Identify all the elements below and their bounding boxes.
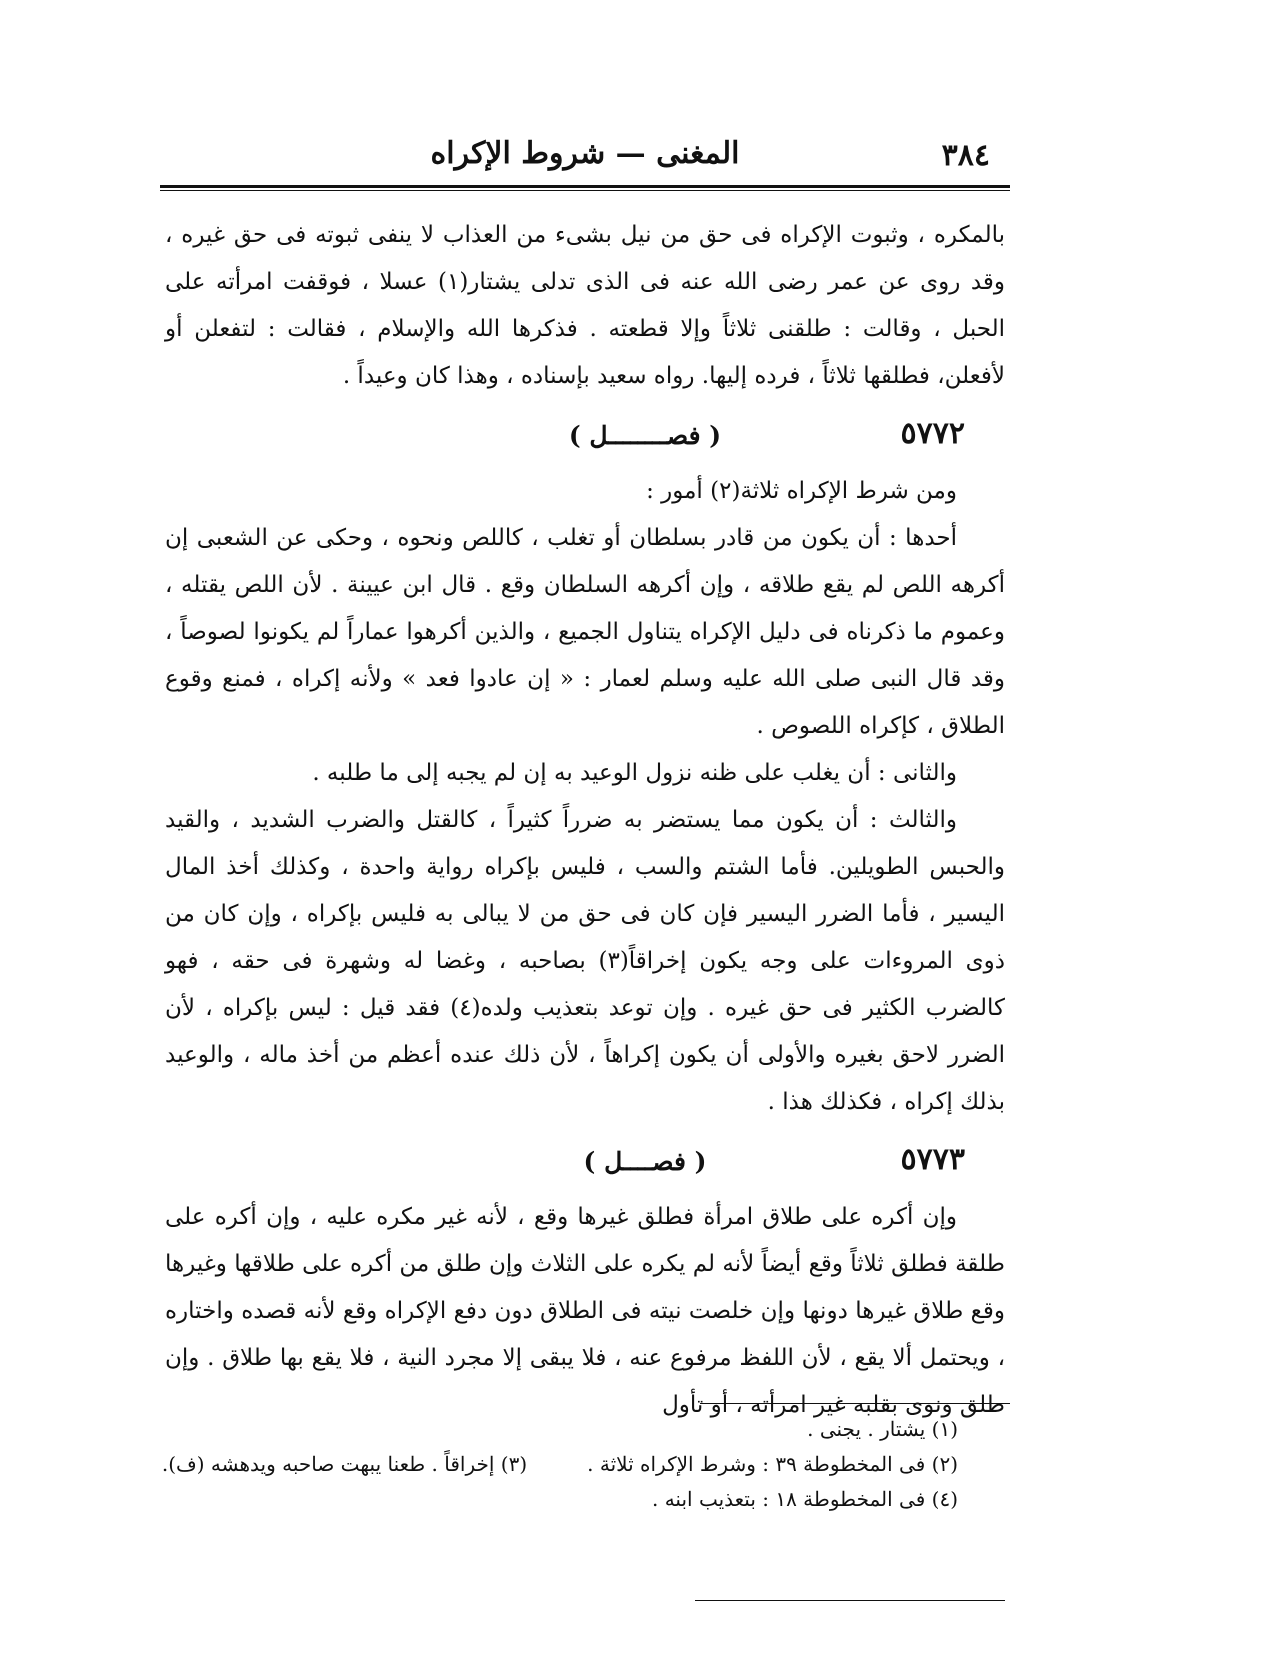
- page-number: ٣٨٤: [941, 138, 990, 173]
- section-paragraph: أحدها : أن يكون من قادر بسلطان أو تغلب ، كاللص ونحوه ، وحكى عن الشعبى إن أكرهه اللص لم يقع طلاقه ، وإن أكرهه السلطان وقع . قال ابن عيينة . لأن اللص يقتله ، وعموم ما ذكرناه فى دليل الإكراه يتناول الجميع ، والذين أكرهوا عماراً لم يكونوا لصوصاً ، وقد قال النبى صلى الله عليه وسلم لعمار : « إن عادوا فعد » ولأنه إكراه ، فمنع وقوع الطلاق ، كإكراه اللصوص .: [165, 525, 1005, 739]
- footnote-rule: [700, 1403, 1010, 1404]
- section-label: ( فصــــــــل ): [568, 421, 722, 450]
- running-title: المغنى — شروط الإكراه: [430, 136, 740, 171]
- section-paragraph: والثانى : أن يغلب على ظنه نزول الوعيد به إن لم يجبه إلى ما طلبه .: [312, 760, 957, 786]
- section-number: ٥٧٧٣: [900, 1142, 965, 1177]
- section-paragraph: والثالث : أن يكون مما يستضر به ضرراً كثيراً ، كالقتل والضرب الشديد ، والقيد والحبس الطويلين. فأما الشتم والسب ، فليس بإكراه رواية واحدة ، وكذلك أخذ المال اليسير ، فأما الضرر اليسير فإن كان فى حق من لا يبالى به فليس بإكراه ، وإن كان من ذوى المروءات على وجه يكون إخراقاً(٣) بصاحبه ، وغضا له وشهرة فى حقه ، فهو كالضرب الكثير فى حق غيره . وإن توعد بتعذيب ولده(٤) فقد قيل : ليس بإكراه ، لأن الضرر لاحق بغيره والأولى أن يكون إكراهاً ، لأن ذلك عنده أعظم من أخذ ماله ، والوعيد بذلك إكراه ، فكذلك هذا .: [165, 807, 1005, 1115]
- footnote-4: (٤) فى المخطوطة ١٨ : بتعذيب ابنه .: [651, 1487, 958, 1511]
- section-number: ٥٧٧٢: [900, 416, 965, 451]
- page-header: [160, 128, 1010, 184]
- footnote-3: (٣) إخراقاً . طعنا يبهت صاحبه ويدهشه (ف).: [161, 1452, 528, 1476]
- header-rule: [160, 185, 1010, 191]
- section-heading-5772: [165, 408, 1005, 462]
- section-label: ( فصــــل ): [583, 1147, 707, 1176]
- section-paragraph: وإن أكره على طلاق امرأة فطلق غيرها وقع ، لأنه غير مكره عليه ، وإن أكره على طلقة فطلق ثلاثاً وقع أيضاً لأنه لم يكره على الثلاث وإن طلق من أكره على طلاقها وغيرها وقع طلاق غيرها دونها وإن خلصت نيته فى الطلاق دون دفع الإكراه وقع لأنه قصده واختاره ، ويحتمل ألا يقع ، لأن اللفظ مرفوع عنه ، فلا يبقى إلا مجرد النية ، فلا يقع بها طلاق . وإن طلق ونوى بقلبه غير امرأته ، أو تأول: [165, 1204, 1005, 1418]
- opening-paragraph: بالمكره ، وثبوت الإكراه فى حق من نيل بشىء من العذاب لا ينفى ثبوته فى حق غيره ، وقد روى عن عمر رضى الله عنه فى الذى تدلى يشتار(١) عسلا ، فوقفت امرأته على الحبل ، وقالت : طلقنى ثلاثاً وإلا قطعته . فذكرها الله والإسلام ، فقالت : لتفعلن أو لأفعلن، فطلقها ثلاثاً ، فرده إليها. رواه سعيد بإسناده ، وهذا كان وعيداً .: [165, 222, 1005, 389]
- footnotes: [160, 1412, 1010, 1517]
- section-heading-5773: [165, 1134, 1005, 1188]
- footnote-1: (١) يشتار . يجنى .: [807, 1417, 958, 1441]
- section-paragraph: ومن شرط الإكراه ثلاثة(٢) أمور :: [646, 478, 957, 504]
- bottom-rule: [695, 1600, 1005, 1601]
- main-text: [165, 212, 1005, 1429]
- footnote-2: (٢) فى المخطوطة ٣٩ : وشرط الإكراه ثلاثة .: [587, 1452, 958, 1476]
